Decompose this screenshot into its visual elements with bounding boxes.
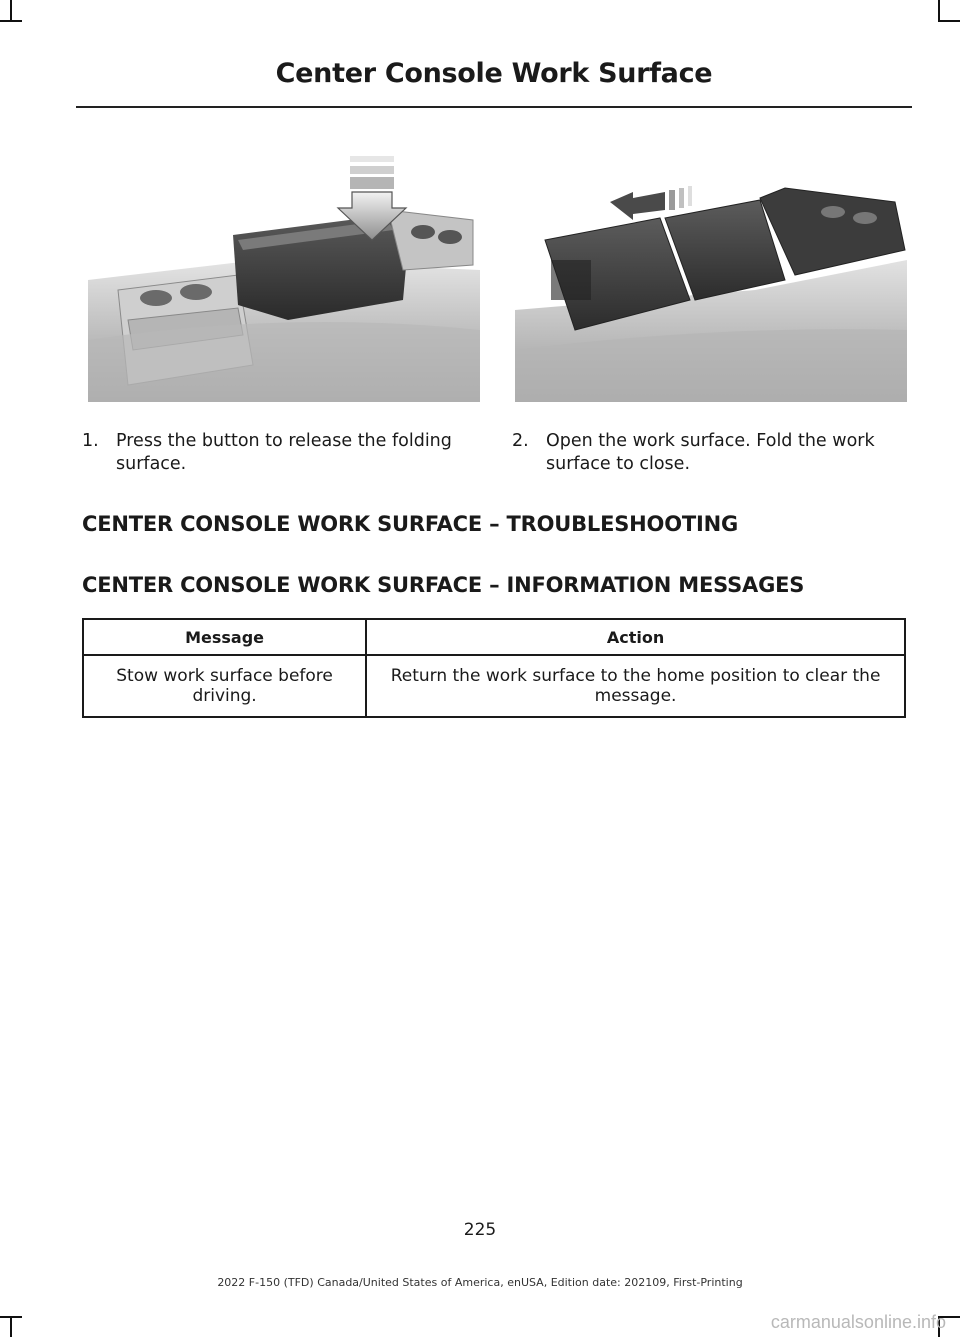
crop-mark <box>938 20 960 22</box>
crop-mark <box>10 1316 12 1337</box>
figure-open-work-surface <box>515 140 907 402</box>
heading-information-messages: CENTER CONSOLE WORK SURFACE – INFORMATION MESSAGES <box>82 573 805 597</box>
crop-mark <box>0 20 22 22</box>
step-text: Open the work surface. Fold the work surface to close. <box>546 431 875 474</box>
step-number: 2. <box>512 431 529 451</box>
message-cell: Stow work surface before driving. <box>83 655 366 717</box>
action-cell: Return the work surface to the home position to clear the message. <box>366 655 905 717</box>
step-text: Press the button to release the folding surface. <box>116 431 452 474</box>
step-2 <box>512 430 912 476</box>
edition-footer: 2022 F-150 (TFD) Canada/United States of America, enUSA, Edition date: 202109, First-Printing <box>217 1276 743 1289</box>
crop-mark <box>0 1316 22 1318</box>
watermark: carmanualsonline.info <box>770 1312 946 1332</box>
table-row <box>83 655 905 717</box>
crop-mark <box>10 0 12 22</box>
crop-mark <box>938 0 940 22</box>
heading-troubleshooting: CENTER CONSOLE WORK SURFACE – TROUBLESHOOTING <box>82 512 739 536</box>
page-title: Center Console Work Surface <box>275 58 713 89</box>
table-header-row <box>83 619 905 655</box>
step-1 <box>82 430 482 476</box>
information-messages-table <box>82 618 906 718</box>
header-divider <box>76 106 912 108</box>
column-header-action: Action <box>366 619 905 655</box>
column-header-message: Message <box>83 619 366 655</box>
step-number: 1. <box>82 431 99 451</box>
figure-press-button <box>88 140 480 402</box>
page-number: 225 <box>463 1220 497 1240</box>
